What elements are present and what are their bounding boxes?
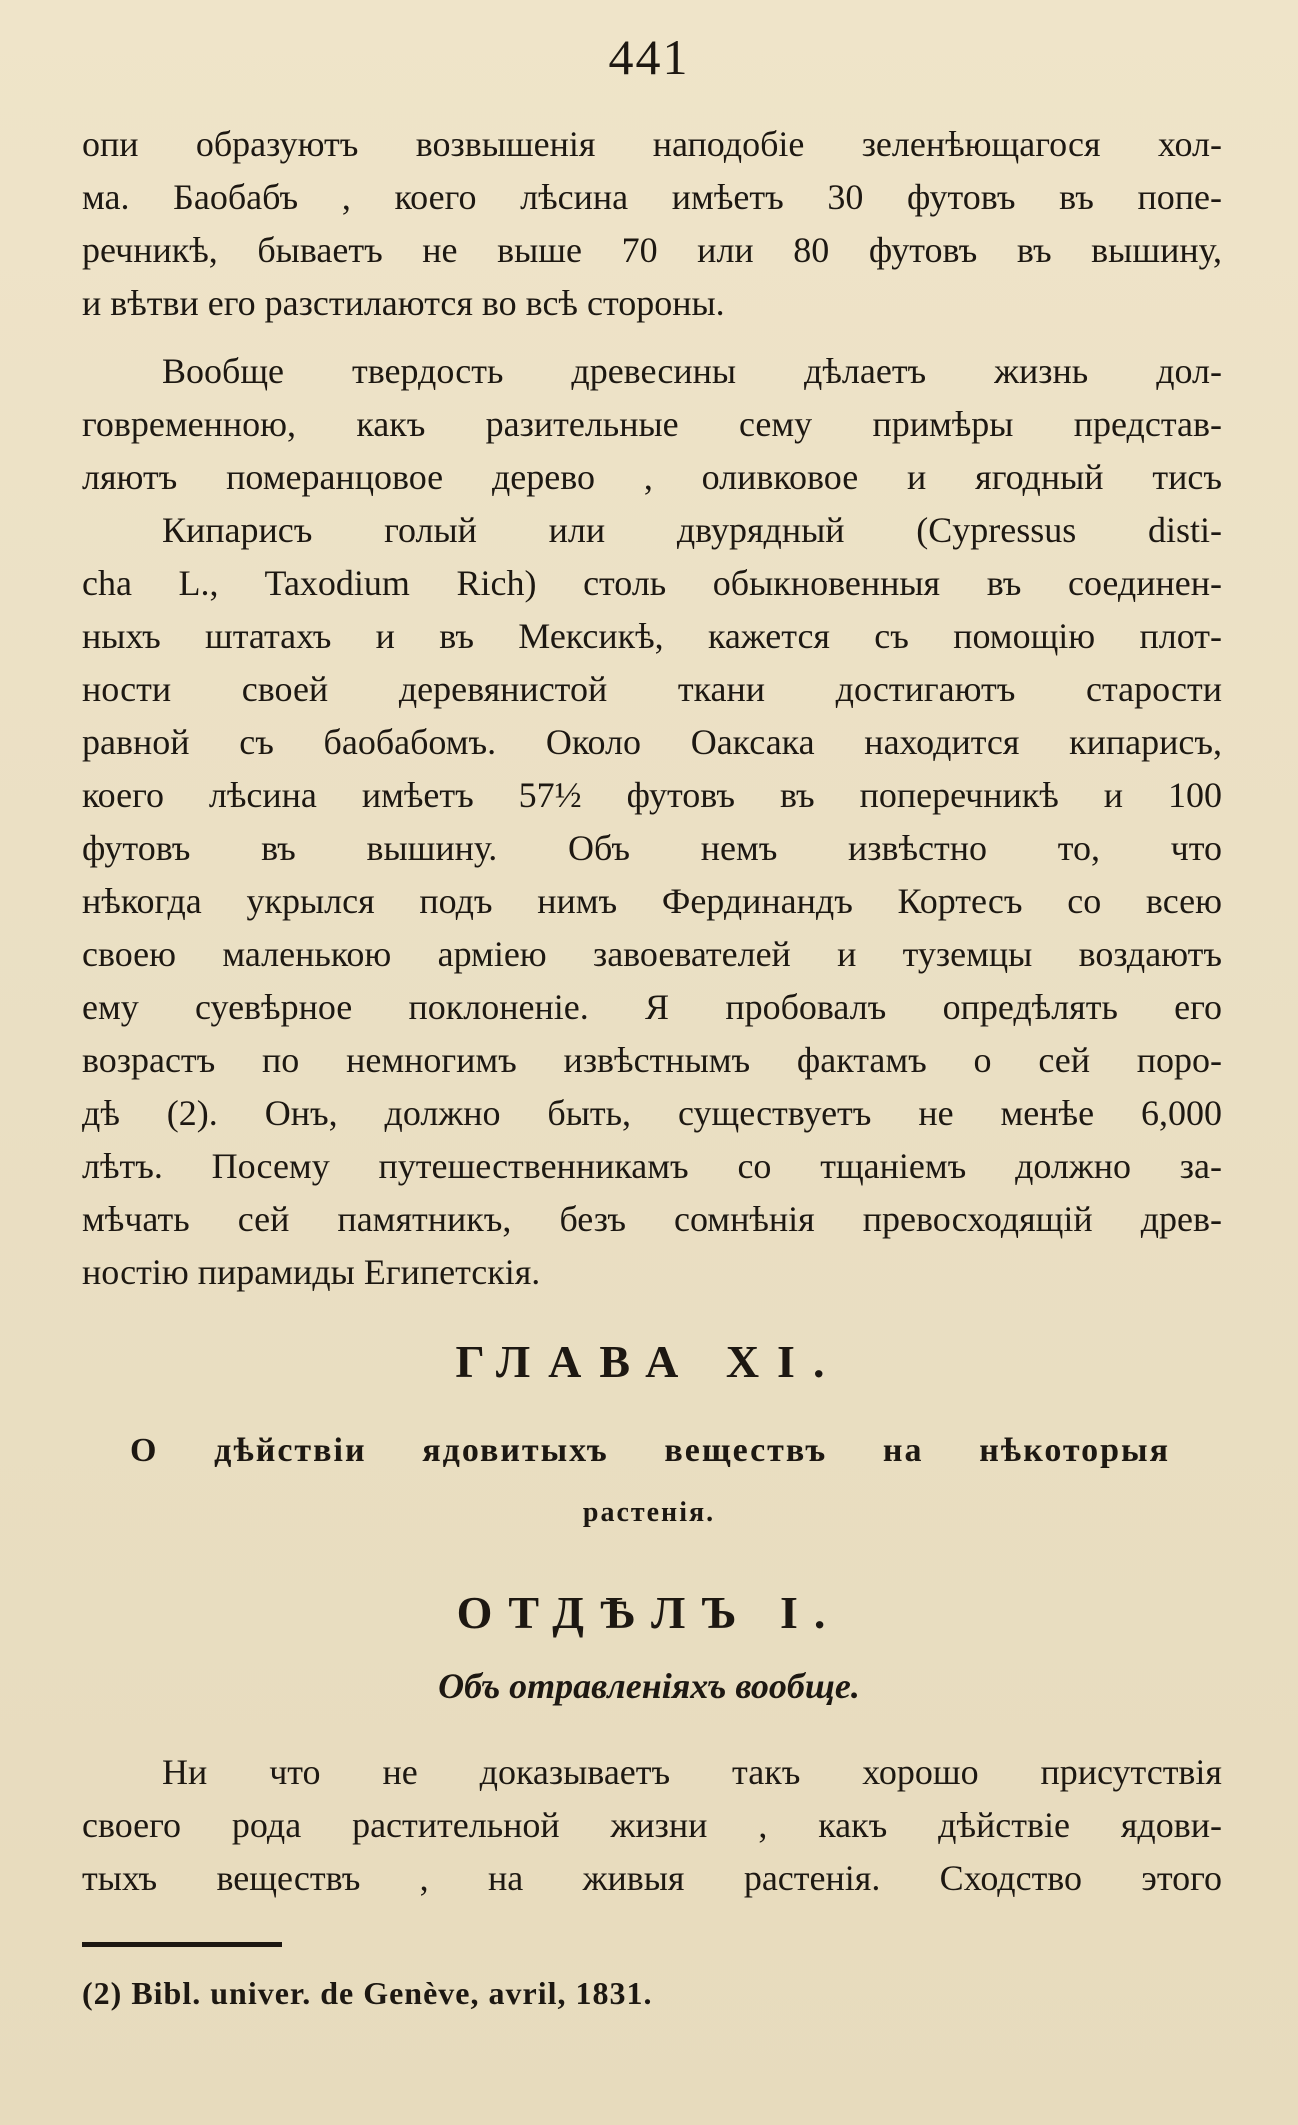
text-line: равной съ баобабомъ. Около Оаксака находится кипарисъ, bbox=[82, 722, 1222, 762]
footnote: (2) Bibl. univer. de Genève, avril, 1831. bbox=[82, 1975, 653, 2011]
text-line: футовъ въ вышину. Объ немъ извѣстно то, что bbox=[82, 828, 1222, 868]
text-line: ности своей деревянистой ткани достигаютъ старости bbox=[82, 669, 1222, 709]
text-line: опи образуютъ возвышенія наподобіе зеленѣющагося хол- bbox=[82, 124, 1222, 164]
text-line: тыхъ веществъ , на живыя растенія. Сходство этого bbox=[82, 1858, 1222, 1898]
section-title: ОТДѢЛЪ I. bbox=[456, 1587, 842, 1638]
text-line: ныхъ штатахъ и въ Мексикѣ, кажется съ помощію плот- bbox=[82, 616, 1222, 656]
footnote-divider bbox=[82, 1942, 282, 1947]
paragraph-2 bbox=[82, 345, 1222, 1299]
text-line: ему суевѣрное поклоненіе. Я пробовалъ опредѣлять его bbox=[82, 987, 1222, 1027]
paragraph-1 bbox=[82, 118, 1222, 330]
text-line: нѣкогда укрылся подъ нимъ Фердинандъ Кортесъ со всею bbox=[82, 881, 1222, 921]
text-line: и вѣтви его разстилаются во всѣ стороны. bbox=[82, 283, 725, 323]
text-line: ностію пирамиды Египетскія. bbox=[82, 1252, 541, 1292]
text-line: мѣчать сей памятникъ, безъ сомнѣнія превосходящій древ- bbox=[82, 1199, 1222, 1239]
text-line: возрастъ по немногимъ извѣстнымъ фактамъ о сей поро- bbox=[82, 1040, 1222, 1080]
chapter-title: ГЛАВА XI. bbox=[455, 1336, 843, 1387]
text-line: своего рода растительной жизни , какъ дѣйствіе ядови- bbox=[82, 1805, 1222, 1845]
text-line: ляютъ померанцовое дерево , оливковое и ягодный тисъ bbox=[82, 457, 1222, 497]
text-line: Кипарисъ голый или двурядный (Cypressus disti- bbox=[162, 510, 1222, 550]
text-line: говременною, какъ разительные сему примѣры представ- bbox=[82, 404, 1222, 444]
text-line: речникѣ, бываетъ не выше 70 или 80 футовъ въ вышину, bbox=[82, 230, 1222, 270]
text-line: коего лѣсина имѣетъ 57½ футовъ въ поперечникѣ и 100 bbox=[82, 775, 1222, 815]
text-line: cha L., Taxodium Rich) столь обыкновенныя въ соединен- bbox=[82, 563, 1222, 603]
text-line: дѣ (2). Онъ, должно быть, существуетъ не менѣе 6,000 bbox=[82, 1093, 1222, 1133]
text-line: лѣтъ. Посему путешественникамъ со тщаніемъ должно за- bbox=[82, 1146, 1222, 1186]
text-line: своею маленькою арміею завоевателей и туземцы воздаютъ bbox=[82, 934, 1222, 974]
text-line: ма. Баобабъ , коего лѣсина имѣетъ 30 футовъ въ попе- bbox=[82, 177, 1222, 217]
text-line: Ни что не доказываетъ такъ хорошо присутствія bbox=[162, 1752, 1222, 1792]
chapter-subtitle-continued: растенія. bbox=[582, 1497, 716, 1528]
chapter-subtitle: О дѣйствіи ядовитыхъ веществъ на нѣкоторыя bbox=[130, 1432, 1170, 1469]
page-number: 441 bbox=[608, 29, 690, 85]
paragraph-3 bbox=[82, 1746, 1222, 1905]
text-line: Вообще твердость древесины дѣлаетъ жизнь дол- bbox=[162, 351, 1222, 391]
section-subtitle: Объ отравленіяхъ вообще. bbox=[438, 1666, 860, 1706]
